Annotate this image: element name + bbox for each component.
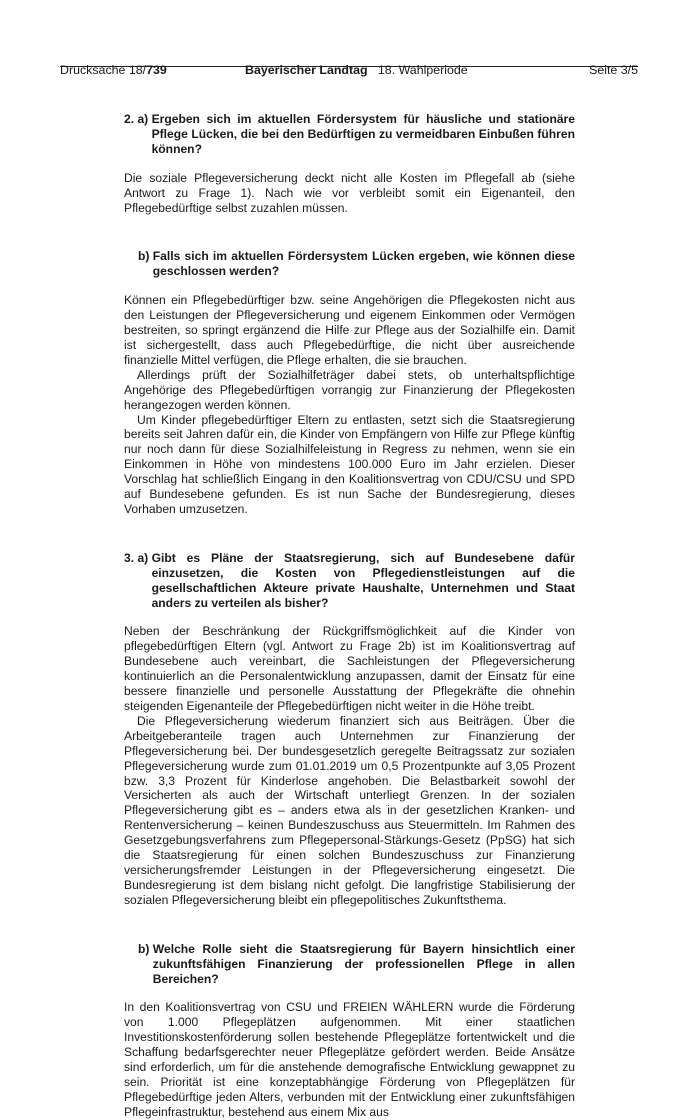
question-label: b) bbox=[138, 941, 153, 956]
answer-2b-paragraph-2: Allerdings prüft der Sozialhilfeträger dabei stets, ob unterhaltspflichtige Angehörige des Pflegebedürftigen vorrangig zur Finanzierung der Pflegekosten herangezogen werden können. bbox=[124, 367, 575, 412]
answer-3b-paragraph-1: In den Koalitionsvertrag von CSU und FREIEN WÄHLERN wurde die Förderung von 1.000 Pflegeplätzen aufgenommen. Mit einer staatlichen Investitionskostenförderung sollen bestehende Pflegeplätze fortentwickelt und die Schaffung bedarfsgerechter neuer Pflegeplätze gefördert werden. Beide Ansätze sind erforderlich, um für die anstehende demografische Entwicklung gewappnet zu sein. Priorität ist eine konzeptabhängige Förderung von Pflegeplätzen für Pflegebedürftige jeden Alters, verbunden mit der Entwicklung einer zukunftsfähigen Pflegeinfrastruktur, bestehend aus einem Mix aus bbox=[124, 1000, 575, 1119]
question-text: Welche Rolle sieht die Staatsregierung für Bayern hinsichtlich einer zukunftsfähigen Finanzierung der professionellen Pflege in allen Bereichen? bbox=[152, 941, 575, 986]
question-text: Gibt es Pläne der Staatsregierung, sich auf Bundesebene dafür einzusetzen, die Kosten von Pflegedienstleistungen auf die gesellschaftlichen Akteure private Haushalte, Unternehmen und Staat anders zu verteilen als bisher? bbox=[151, 550, 575, 610]
header-center bbox=[245, 62, 468, 78]
answer-2a-paragraph: Die soziale Pflegeversicherung deckt nicht alle Kosten im Pflegefall ab (siehe Antwort zu Frage 1). Nach wie vor verbleibt somit ein Eigenanteil, den Pflegebedürftige selbst zuzahlen müssen. bbox=[124, 170, 575, 215]
answer-3a-paragraph-2: Die Pflegeversicherung wiederum finanziert sich aus Beiträgen. Über die Arbeitgeberanteile tragen auch Unternehmen zur Finanzierung der Pflegeversicherung bei. Der bundesgesetzlich geregelte Beitragssatz zur sozialen Pflegeversicherung wurde zum 01.01.2019 um 0,5 Prozentpunkte auf 3,05 Prozent bzw. 3,3 Prozent für Kinderlose angehoben. Die Belastbarkeit sowohl der Versicherten als auch der Wirtschaft unterliegt Grenzen. In der sozialen Pflegeversicherung gibt es – anders etwa als in der gesetzlichen Kranken- und Rentenversicherung – keinen Bundeszuschuss aus Steuermitteln. Im Rahmen des Gesetzgebungsverfahrens zum Pflegepersonal-Stärkungs-Gesetz (PpSG) hat sich die Staatsregierung für einen solchen Bundeszuschuss zur Finanzierung versicherungsfremder Leistungen in der Pflegeversicherung eingesetzt. Die Bundesregierung ist dem bislang nicht gefolgt. Die langfristige Stabilisierung der sozialen Pflegeversicherung bleibt ein pflegepolitisches Zukunftsthema. bbox=[124, 713, 575, 907]
answer-2b-paragraph-3: Um Kinder pflegebedürftiger Eltern zu entlasten, setzt sich die Staatsregierung bereits seit Jahren dafür ein, die Kinder von Empfängern von Hilfe zur Pflege künftig nur noch dann für diese Sozialhilfeleistung in Regress zu nehmen, wenn sie ein Einkommen in Höhe von mindestens 100.000 Euro im Jahr erzielen. Dieser Vorschlag hat schließlich Eingang in den Koalitionsvertrag von CDU/CSU und SPD auf Bundesebene gefunden. Es ist nun Sache der Bundesregierung, dieses Vorhaben umzusetzen. bbox=[124, 412, 575, 516]
answer-3a-paragraph-1: Neben der Beschränkung der Rückgriffsmöglichkeit auf die Kinder von pflegebedürftigen Eltern (vgl. Antwort zu Frage 2b) ist im Koalitionsvertrag auf Bundesebene auch vereinbart, die Sachleistungen der Pflegeversicherung kontinuierlich an die Personalentwicklung anzupassen, damit der Einsatz für eine bessere finanzielle und personelle Ausstattung der Pflegekräfte die ohnehin steigenden Eigenanteile der Pflegebedürftigen nicht weiter in die Höhe treibt. bbox=[124, 624, 575, 713]
page-header bbox=[60, 62, 638, 77]
doc-number-bold: 739 bbox=[146, 63, 167, 77]
question-label: b) bbox=[138, 249, 153, 264]
question-text: Ergeben sich im aktuellen Fördersystem für häusliche und stationäre Pflege Lücken, die bei den Bedürftigen zu vermeidbaren Einbußen führen können? bbox=[151, 112, 575, 156]
question-3a bbox=[124, 551, 575, 611]
doc-prefix: Drucksache 18/ bbox=[60, 63, 147, 77]
question-text: Falls sich im aktuellen Fördersystem Lücken ergeben, wie können diese geschlossen werden? bbox=[152, 249, 575, 279]
question-label: 3. a) bbox=[124, 550, 152, 565]
document-number bbox=[60, 62, 167, 78]
answer-2b-paragraph-1: Können ein Pflegebedürftiger bzw. seine Angehörigen die Pflegekosten nicht aus den Leistungen der Pflegeversicherung und eigenem Einkommen oder Vermögen bestreiten, so springt ergänzend die Hilfe zur Pflege aus der Sozialhilfe ein. Damit ist sichergestellt, dass auch Pflegebedürftige, die nicht über ausreichende finanzielle Mittel verfügen, die Pflege erhalten, die sie brauchen. bbox=[124, 293, 575, 367]
document-body bbox=[124, 112, 575, 1120]
legislative-period: 18. Wahlperiode bbox=[377, 63, 468, 77]
question-label: 2. a) bbox=[124, 112, 152, 126]
question-2a bbox=[124, 112, 575, 157]
question-3b bbox=[124, 942, 575, 987]
page-number: Seite 3/5 bbox=[589, 63, 638, 77]
question-2b bbox=[124, 249, 575, 279]
parliament-name: Bayerischer Landtag bbox=[245, 63, 368, 77]
